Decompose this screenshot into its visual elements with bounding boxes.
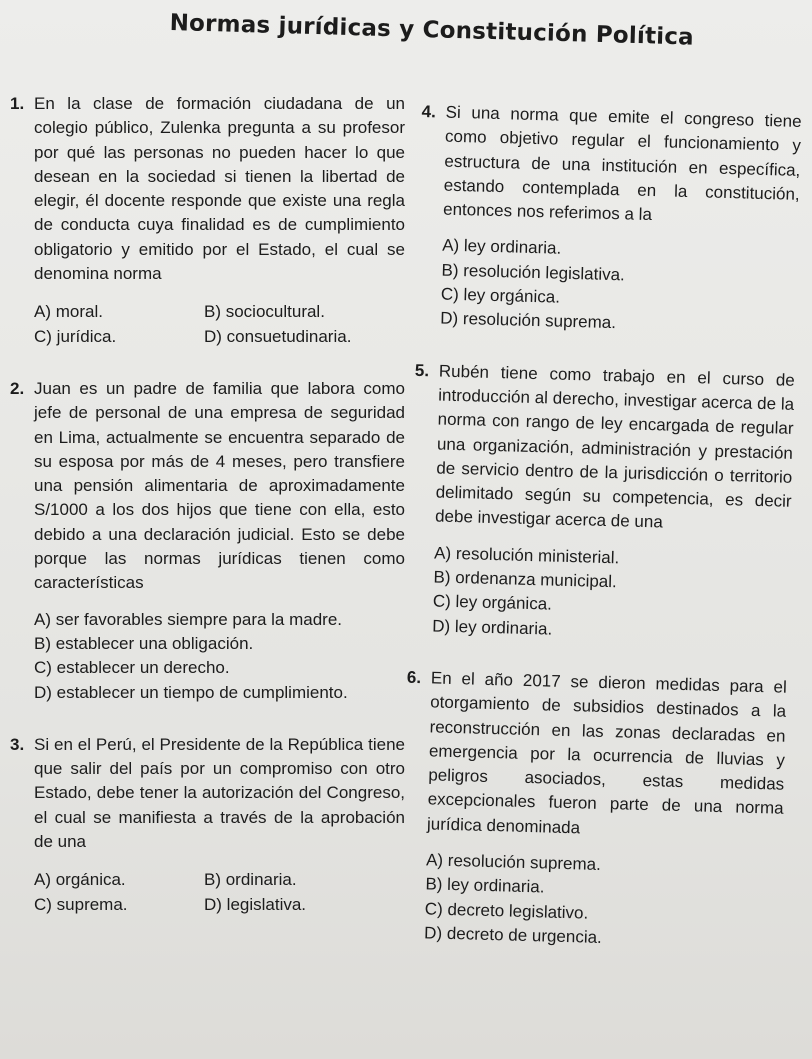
option-c[interactable]: C) establecer un derecho.: [34, 658, 230, 678]
question-stem: En la clase de formación ciudadana de un colegio público, Zulenka pregunta a su profesor por qué las personas no pueden hacer lo que desean en la sociedad si tienen la libertad de elegir, él docente responde que existe una regla de conducta cuya finalidad es de cumplimiento obligatorio y emitido por el Estado, el cual se denomina norma: [34, 94, 405, 284]
options-list: [34, 608, 405, 705]
option-a[interactable]: A) moral.: [34, 302, 103, 322]
option-d[interactable]: D) establecer un tiempo de cumplimiento.: [34, 682, 348, 702]
question-1: [10, 92, 405, 349]
option-c[interactable]: C) jurídica.: [34, 326, 117, 346]
question-number: 5.: [414, 360, 430, 380]
option-d[interactable]: D) resolución suprema.: [440, 308, 617, 333]
options-list: [432, 541, 790, 647]
option-d[interactable]: D) decreto de urgencia.: [423, 923, 603, 947]
option-b[interactable]: B) sociocultural.: [204, 302, 325, 322]
option-d[interactable]: D) consuetudinaria.: [204, 326, 352, 346]
question-number: 2.: [10, 378, 25, 398]
page-title: Normas jurídicas y Constitución Política: [169, 10, 695, 51]
options-list: [424, 848, 782, 954]
option-b[interactable]: B) ley ordinaria.: [425, 874, 545, 897]
option-b[interactable]: B) resolución legislativa.: [441, 260, 626, 285]
right-column: [400, 100, 802, 955]
option-b[interactable]: B) ordenanza municipal.: [433, 567, 618, 592]
option-d[interactable]: D) legislativa.: [204, 894, 307, 914]
question-stem: Si una norma que emite el congreso tiene como objetivo regular el funcionamiento y estructura de una institución en específica, estando contemplada en la constitución, entonces nos referimos a la: [442, 102, 802, 225]
option-a[interactable]: A) orgánica.: [34, 870, 126, 890]
question-number: 3.: [10, 734, 25, 754]
question-2: [10, 377, 405, 705]
question-6: [400, 666, 787, 955]
question-stem: En el año 2017 se dieron medidas para el otorgamiento de subsidios destinados a la reconstrucción en las zonas declaradas en emergencia por la ocurrencia de lluvias y peligros asociados, estas medidas excepcionales fueron parte de una norma jurídica denominada: [426, 668, 788, 838]
options-list: [34, 868, 405, 917]
question-4: [416, 100, 802, 341]
option-c[interactable]: C) decreto legislativo.: [424, 898, 589, 923]
question-stem: Rubén tiene como trabajo en el curso de introducción al derecho, investigar acerca de la norma con rango de ley encargada de regular una organización, administración y prestación de servicio dentro de la jurisdicción o territorio delimitado según su competencia, es decir debe investigar acerca de una: [434, 361, 796, 532]
question-3: [10, 733, 405, 917]
left-column: [10, 92, 405, 917]
question-number: 1.: [10, 94, 25, 113]
option-a[interactable]: A) resolución ministerial.: [433, 543, 620, 568]
option-a[interactable]: A) ley ordinaria.: [441, 236, 562, 259]
option-c[interactable]: C) ley orgánica.: [440, 284, 561, 307]
option-b[interactable]: B) establecer una obligación.: [34, 633, 254, 653]
option-d[interactable]: D) ley ordinaria.: [431, 616, 553, 639]
option-c[interactable]: C) ley orgánica.: [432, 591, 553, 614]
question-5: [408, 359, 795, 648]
option-a[interactable]: A) ser favorables siempre para la madre.: [34, 609, 343, 629]
option-b[interactable]: B) ordinaria.: [204, 870, 297, 890]
question-number: 6.: [406, 667, 422, 688]
options-list: [34, 300, 405, 349]
option-c[interactable]: C) suprema.: [34, 894, 128, 914]
option-a[interactable]: A) resolución suprema.: [425, 850, 602, 874]
options-list: [440, 234, 798, 340]
question-stem: Juan es un padre de familia que labora como jefe de personal de una empresa de seguridad en Lima, actualmente se encuentra separado de su esposa por más de 4 meses, pero transfiere una pensión alimentaria de aproximadamente S/1000 a los dos hijos que tiene con ella, esto debido a una declaración judicial. Esto se debe porque las normas jurídicas tienen como características: [34, 378, 405, 593]
question-stem: Si en el Perú, el Presidente de la República tiene que salir del país por un compromiso con otro Estado, debe tener la autorización del Congreso, el cual se manifiesta a través de la aprobación de una: [34, 734, 405, 852]
question-number: 4.: [421, 101, 437, 122]
